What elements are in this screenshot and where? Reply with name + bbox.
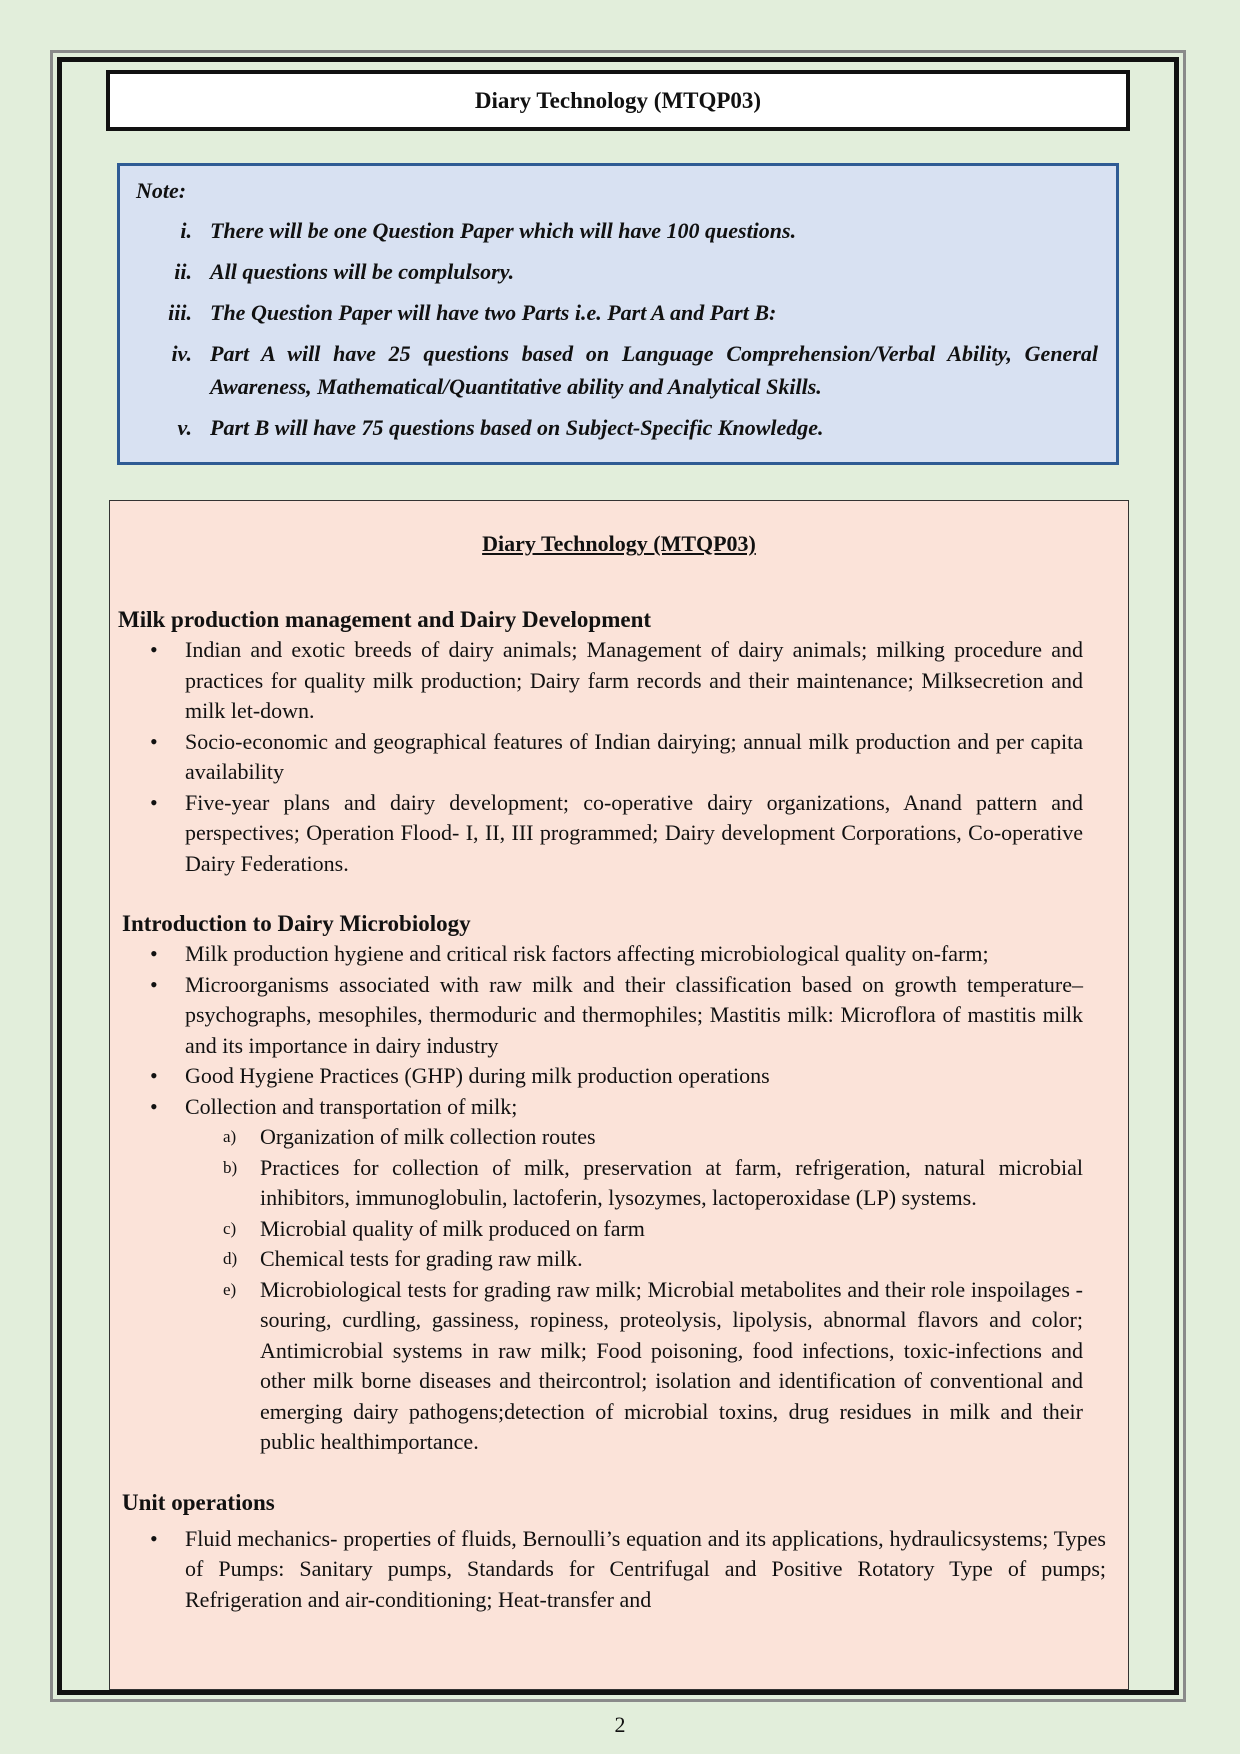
bullet-icon: • <box>150 637 158 662</box>
sub-list-text: Practices for collection of milk, preservation at farm, refrigeration, natural microbial inhibitors, immunoglobulin, lactoferin, lysozymes, lactoperoxidase (LP) systems. <box>260 1154 1083 1210</box>
note-item-number: iii. <box>168 300 192 325</box>
list-item-text: Collection and transportation of milk; <box>185 1093 518 1119</box>
section-heading: Unit operations <box>122 1489 275 1515</box>
bullet-icon: • <box>150 941 158 966</box>
bullet-list <box>110 1524 1128 1616</box>
note-item-text: There will be one Question Paper which will have 100 questions. <box>210 218 797 243</box>
list-item-text: Good Hygiene Practices (GHP) during milk production operations <box>185 1063 770 1088</box>
note-item-text: The Question Paper will have two Parts i.e. Part A and Part B: <box>210 300 777 325</box>
sub-list-item <box>110 1214 1128 1245</box>
bullet-icon: • <box>150 728 158 754</box>
bullet-icon: • <box>150 1525 158 1551</box>
list-item <box>110 727 1128 788</box>
note-item-text: All questions will be complulsory. <box>210 259 515 284</box>
bullet-list <box>110 635 1128 879</box>
bullet-icon: • <box>150 971 158 997</box>
list-item-text: Microorganisms associated with raw milk and their classification based on growth temperature– psychographs, mesophiles, thermoduric and thermophiles; Mastitis milk: Microflora of mastitis milk and its importance in dairy industry <box>185 971 1083 1058</box>
list-item <box>110 635 1128 727</box>
note-item <box>136 214 1098 247</box>
bullet-icon: • <box>150 1093 158 1119</box>
note-item <box>136 337 1098 403</box>
note-heading: Note: <box>136 178 187 203</box>
note-item-text: Part A will have 25 questions based on Language Comprehension/Verbal Ability, General Awareness, Mathematical/Quantitative ability and Analytical Skills. <box>210 341 1098 399</box>
sub-list-text: Microbial quality of milk produced on farm <box>260 1215 645 1241</box>
list-item <box>110 1524 1128 1616</box>
section-heading: Introduction to Dairy Microbiology <box>122 911 471 936</box>
section-heading: Milk production management and Dairy Development <box>118 607 652 632</box>
list-item-text: Indian and exotic breeds of dairy animals; Management of dairy animals; milking procedure and practices for quality milk production; Dairy farm records and their maintenance; Milksecretion and milk let-down. <box>185 637 1083 723</box>
bullet-icon: • <box>150 789 158 815</box>
sub-list-item <box>110 1275 1128 1458</box>
sub-list-letter: e) <box>223 1279 237 1299</box>
list-item <box>110 1061 1128 1092</box>
note-item-number: ii. <box>174 259 192 284</box>
sub-list-item <box>110 1153 1128 1214</box>
note-box <box>117 163 1119 465</box>
note-item-number: v. <box>177 415 192 440</box>
sub-list-letter: c) <box>223 1218 237 1238</box>
sub-list-letter: a) <box>223 1127 237 1146</box>
list-item-text: Five-year plans and dairy development; co-operative dairy organizations, Anand pattern and perspectives; Operation Flood- I, II, III programmed; Dairy development Corporations, Co-operative Dairy Federations. <box>185 789 1083 876</box>
syllabus-box <box>109 500 1129 1690</box>
sub-list-text: Chemical tests for grading raw milk. <box>260 1246 583 1271</box>
bullet-icon: • <box>150 1063 158 1088</box>
sub-list-text: Organization of milk collection routes <box>260 1124 596 1149</box>
list-item-text: Fluid mechanics- properties of fluids, Bernoulli’s equation and its applications, hydraulicsystems; Types of Pumps: Sanitary pumps, Standards for Centrifugal and Positive Rotatory Type of pumps; Refrigeration and air-conditioning; Heat-transfer and <box>185 1525 1106 1612</box>
list-item-text: Socio-economic and geographical features of Indian dairying; annual milk production and per capita availability <box>185 728 1083 784</box>
sub-list <box>110 1122 1128 1458</box>
note-item <box>136 296 1098 329</box>
bullet-list <box>110 939 1128 1122</box>
sub-list-item <box>110 1244 1128 1275</box>
sub-list-letter: b) <box>223 1157 238 1177</box>
note-item-number: iv. <box>171 341 192 366</box>
note-item-text: Part B will have 75 questions based on Subject-Specific Knowledge. <box>210 415 824 440</box>
note-item-number: i. <box>180 218 192 243</box>
note-item <box>136 411 1098 444</box>
note-item <box>136 255 1098 288</box>
page-number: 2 <box>614 1712 626 1737</box>
list-item <box>110 939 1128 970</box>
syllabus-title: Diary Technology (MTQP03) <box>482 531 756 556</box>
list-item <box>110 1092 1128 1123</box>
list-item <box>110 970 1128 1062</box>
sub-list-letter: d) <box>223 1249 238 1268</box>
sub-list-item <box>110 1122 1128 1153</box>
list-item <box>110 788 1128 880</box>
list-item-text: Milk production hygiene and critical risk factors affecting microbiological quality on-farm; <box>185 941 989 966</box>
sub-list-text: Microbiological tests for grading raw milk; Microbial metabolites and their role inspoilages - souring, curdling, gassiness, ropiness, proteolysis, lipolysis, abnormal flavors and color; Antimicrobial systems in raw milk; Food poisoning, food infections, toxic-infections and other milk borne diseases and theircontrol; isolation and identification of conventional and emerging dairy pathogens;detection of microbial toxins, drug residues in milk and their public healthimportance. <box>260 1276 1083 1454</box>
page-title: Diary Technology (MTQP03) <box>106 70 1130 131</box>
